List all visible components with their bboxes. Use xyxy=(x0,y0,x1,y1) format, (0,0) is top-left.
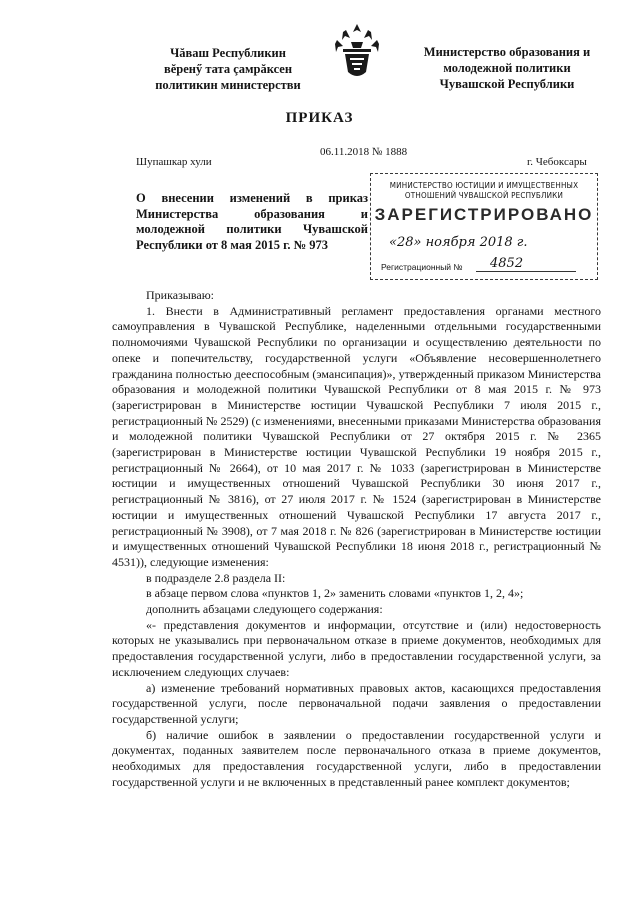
place-chuvash: Шупашкар хули xyxy=(136,156,212,168)
emblem-icon xyxy=(332,22,382,84)
body-paragraph: в абзаце первом слова «пунктов 1, 2» заменить словами «пунктов 1, 2, 4»; xyxy=(146,586,524,601)
header-left-line: вĕренӳ тата çамрăксен xyxy=(163,62,293,76)
stamp-registered-label: ЗАРЕГИСТРИРОВАНО xyxy=(374,205,594,224)
header-right-line: молодежной политики xyxy=(443,61,571,75)
body-paragraph: 1. Внести в Административный регламент предоставления органами местного самоуправления в Чувашской Республике, наделенными отдельными государственными полномочиями Чувашской Республики по организации и осуществлению деятельности по опеке и попечительству, государственной услуги «Объявление несовершеннолетнего гражданина полностью дееспособным (эмансипация)», утвержденный приказом Министерства образования и молодежной политики Чувашской Республики от 8 мая 2015 г. № 973 (зарегистрирован в Министерстве юстиции Чувашской Республики 7 июля 2015 г., регистрационный № 2529) (с изменениями, внесенными приказами Министерства образования и молодежной политики Чувашской Республики от 27 октября 2015 г. № 2365 (зарегистрирован в Министерстве юстиции Чувашской Республики 19 ноября 2015 г., регистрационный № 2664), от 10 мая 2017 г. № 1033 (зарегистрирован в Министерстве юстиции и имущественных отношений Чувашской Республики 30 июня 2017 г., регистрационный № 3816), от 27 июля 2017 г. № 1524 (зарегистрирован в Министерстве юстиции и имущественных отношений Чувашской Республики 17 августа 2017 г., регистрационный № 3908), от 7 мая 2018 г. № 826 (зарегистрирован в Министерстве юстиции и имущественных отношений Чувашской Республики 18 июня 2018 г., регистрационный № 4531)), следующие изменения: xyxy=(112,303,601,569)
body-paragraph: в подразделе 2.8 раздела II: xyxy=(146,570,286,585)
stamp-line: МИНИСТЕРСТВО ЮСТИЦИИ И ИМУЩЕСТВЕННЫХ xyxy=(389,181,579,190)
stamp-date: «28» ноября 2018 г. xyxy=(389,235,528,250)
header-right-block xyxy=(392,44,622,92)
header-right-line: Министерство образования и xyxy=(423,45,591,59)
stamp-authority xyxy=(371,181,597,201)
order-subject: О внесении изменений в приказ Министерства образования и молодежной политики Чувашской Республики от 8 мая 2015 г. № 973 xyxy=(136,191,368,252)
stamp-reg-number: 4852 xyxy=(476,256,576,272)
header-right-line: Чувашской Республики xyxy=(439,77,575,91)
body-paragraph: Приказываю: xyxy=(146,288,214,302)
place-russian: г. Чебоксары xyxy=(527,156,587,168)
stamp-line: ОТНОШЕНИЙ ЧУВАШСКОЙ РЕСПУБЛИКИ xyxy=(404,191,564,200)
body-paragraph: б) наличие ошибок в заявлении о предоставлении государственной услуги и документах, поданных заявителем после первоначального отказа в приеме документов, необходимых для предоставления государственной услуги, либо в предоставлении государственной услуги и не включенных в представленный ранее комплект документов; xyxy=(112,727,601,789)
stamp-reg-label: Регистрационный № xyxy=(381,262,463,272)
header-left-block xyxy=(128,45,328,93)
document-body xyxy=(112,288,601,791)
document-title: ПРИКАЗ xyxy=(285,110,354,126)
date-and-number: 06.11.2018 № 1888 xyxy=(320,146,408,158)
header-left-line: политикин министерстви xyxy=(155,78,301,92)
registration-stamp xyxy=(370,173,598,280)
body-paragraph: а) изменение требований нормативных правовых актов, касающихся предоставления государственной услуги, после первоначальной подачи заявления о предоставлении государственной услуги; xyxy=(112,680,601,726)
body-paragraph: «- представления документов и информации, отсутствие и (или) недостоверность которых не указывались при первоначальном отказе в приеме документов, необходимых для предоставления государственной услуги, либо в предоставлении государственной услуги, за исключением следующих случаев: xyxy=(112,617,601,679)
header-left-line: Чăваш Республикин xyxy=(170,46,286,60)
body-paragraph: дополнить абзацами следующего содержания: xyxy=(146,602,383,617)
